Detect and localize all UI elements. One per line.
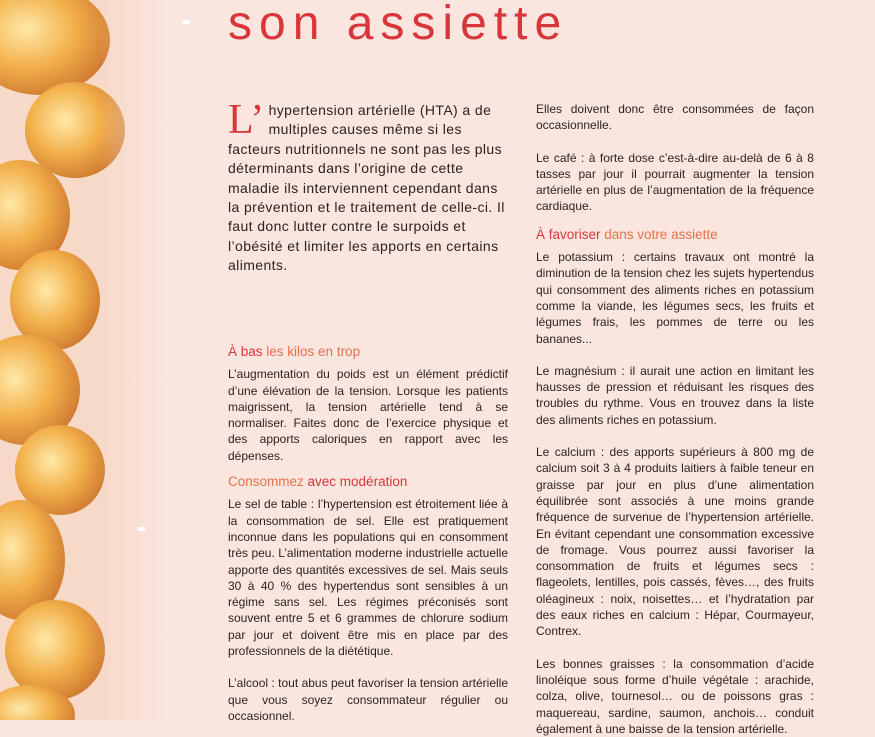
heading-part: les kilos en trop [262, 344, 361, 359]
intro-text: hypertension artérielle (HTA) a de multiples causes même si les facteurs nutritionnels ne sont pas les plus déterminants dans l’origine de cette maladie ils interviennent cependant dans la prévention et le traitement de celle-ci. Il faut donc lutter contre le surpoids et l’obésité et limiter les apports en certains aliments. [228, 102, 505, 274]
decor-dot [138, 527, 145, 531]
sel-text: : l’hypertension est étroitement liée à la consommation de sel. Elle est pratiquement inconnue dans les populations qui en consomment très peu. L’alimentation moderne industrielle actuelle apporte des quantités excessives de sel. Mais seuls 30 à 40 % des hypertendus sont sensibles à un régime sans sel. Les régimes préconisés sont souvent entre 5 et 6 grammes de chlorure sodium par jour et doivent être mis en place par des professionnels de la diététique. [228, 497, 509, 659]
potassium-paragraph [536, 249, 814, 347]
heading-part: À bas [228, 344, 263, 359]
calcium-text: : des apports supérieurs à 800 mg de calcium soit 3 à 4 produits laitiers à faible teneur en graisse par jour en plus d’une alimentation équilibrée sont associés à une moins grande fréquence de survenue de l’hypertension artérielle. En évitant cependant une consommation excessive de fromage. Vous pourrez aussi favoriser la consommation de fruits et légumes secs : flageolets, lentilles, pois cassés, fèves…, des fruits oléagineux : noix, noisettes… et l’hydratation par des eaux riches en calcium : Hépar, Courmayeur, Contrex. [536, 445, 814, 639]
potassium-text: : certains travaux ont montré la diminution de la tension chez les sujets hypertendus qui consomment des aliments riches en potassium comme la viande, les légumes secs, les fruits et légumes frais, les pommes de terre ou les bananes... [536, 250, 815, 346]
decor-dot [183, 20, 190, 24]
section-heading-moderation [228, 474, 508, 490]
heading-part: Consommez [228, 474, 304, 490]
kilos-text: L’augmentation du poids est un élément prédictif d’une élévation de la tension. Lorsque les patients maigrissent, la tension artérielle tend à se normaliser. Faites donc de l’exercice physique et des apports caloriques en rapport avec les dépenses. [228, 367, 508, 463]
sel-label: Le sel de table [228, 497, 308, 512]
heading-part: dans votre assiette [600, 226, 718, 242]
section-heading-kilos [228, 344, 508, 360]
magnesium-text: : il aurait une action en limitant les hausses de pression et réduisant les risques des troubles du rythme. Vous en trouvez dans la liste des aliments riches en potassium. [536, 363, 814, 427]
page-title: son assiette [228, 0, 569, 50]
potassium-label: Le potassium [536, 250, 613, 265]
cafe-paragraph [536, 150, 814, 215]
dropcap: L’ [228, 97, 265, 143]
calcium-label: Le calcium [536, 445, 596, 460]
calcium-paragraph [536, 444, 814, 640]
alcool-text: : tout abus peut favoriser la tension artérielle que vous soyez consommateur régulier ou occasionnel. [228, 676, 508, 723]
graisses-text: : la consommation d’acide linoléique sous forme d’huile végétale : arachide, colza, olive, tournesol… ou de poissons gras : maquereau, sardine, saumon, anchois… conduit également à une baisse de la tension artérielle. [536, 656, 814, 736]
section-heading-favoriser [536, 227, 814, 243]
food-photo-strip [0, 0, 170, 720]
alcool-paragraph [228, 675, 508, 724]
graisses-label: Les bonnes graisses [536, 656, 655, 671]
graisses-paragraph [536, 656, 814, 737]
cafe-text: : à forte dose c’est-à-dire au-delà de 6 à 8 tasses par jour il pourrait augmenter la tension artérielle en plus de l’augmentation de la fréquence cardiaque. [536, 150, 814, 214]
continued-text: Elles doivent donc être consommées de façon occasionnelle. [536, 102, 814, 133]
sel-paragraph [228, 496, 508, 659]
alcool-label: L’alcool [228, 676, 269, 691]
column-left [228, 344, 508, 724]
heading-part: avec modération [303, 474, 408, 490]
intro-paragraph [228, 97, 513, 276]
cafe-label: Le café [536, 150, 577, 165]
column-right [536, 101, 814, 737]
magnesium-label: Le magnésium [536, 363, 617, 378]
magnesium-paragraph [536, 363, 814, 428]
heading-part: À favoriser [536, 226, 601, 242]
